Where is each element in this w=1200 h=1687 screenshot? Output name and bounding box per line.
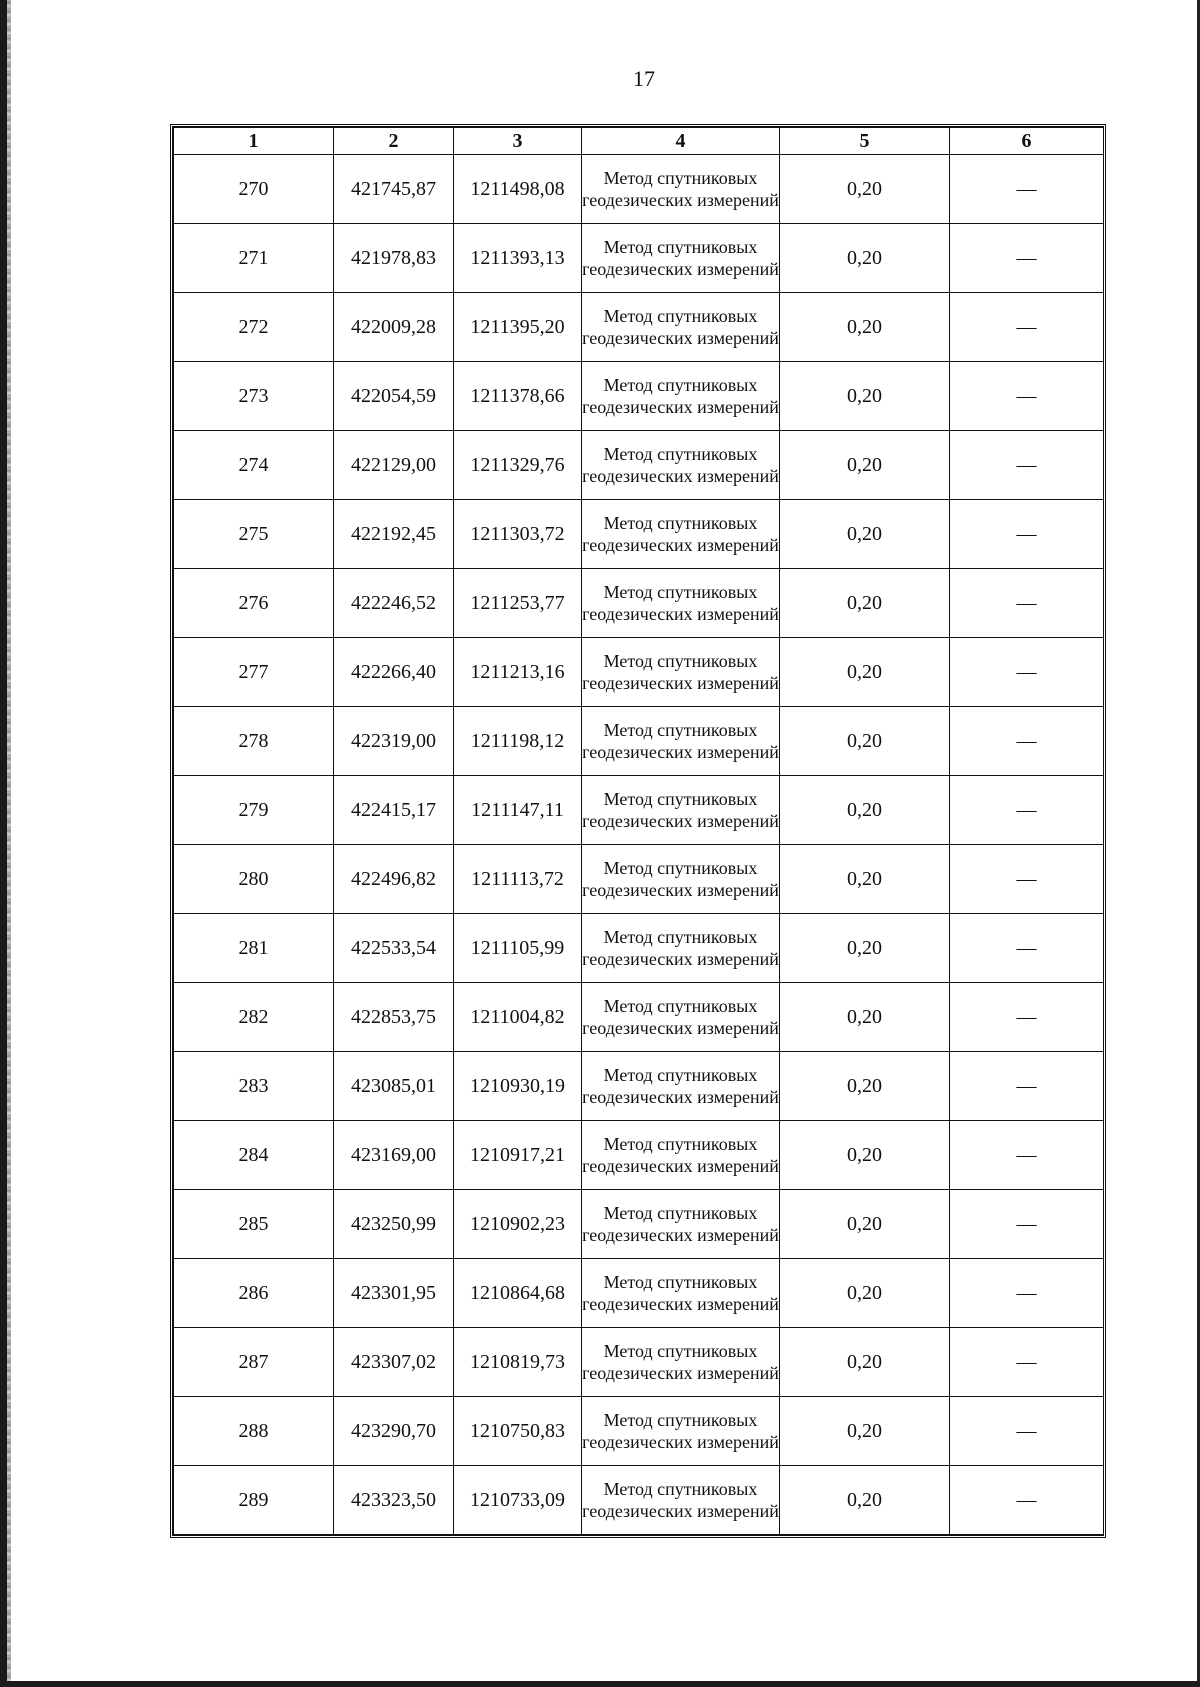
table-row [174, 431, 1104, 500]
y-coordinate-cell: 1210902,23 [454, 1190, 582, 1259]
y-coordinate-cell: 1211213,16 [454, 638, 582, 707]
method-cell: Метод спутниковых геодезических измерений [582, 638, 780, 707]
point-number-cell: 285 [174, 1190, 334, 1259]
x-coordinate-cell: 422415,17 [334, 776, 454, 845]
y-coordinate-cell: 1210917,21 [454, 1121, 582, 1190]
point-number-cell: 287 [174, 1328, 334, 1397]
table-row [174, 707, 1104, 776]
x-coordinate-cell: 422319,00 [334, 707, 454, 776]
note-cell: — [950, 569, 1104, 638]
note-cell: — [950, 845, 1104, 914]
x-coordinate-cell: 423290,70 [334, 1397, 454, 1466]
point-number-cell: 282 [174, 983, 334, 1052]
y-coordinate-cell: 1211147,11 [454, 776, 582, 845]
x-coordinate-cell: 423250,99 [334, 1190, 454, 1259]
method-cell: Метод спутниковых геодезических измерений [582, 500, 780, 569]
y-coordinate-cell: 1210864,68 [454, 1259, 582, 1328]
table-row [174, 1052, 1104, 1121]
note-cell: — [950, 1397, 1104, 1466]
point-number-cell: 270 [174, 155, 334, 224]
y-coordinate-cell: 1211395,20 [454, 293, 582, 362]
method-cell: Метод спутниковых геодезических измерений [582, 707, 780, 776]
accuracy-cell: 0,20 [780, 155, 950, 224]
y-coordinate-cell: 1211105,99 [454, 914, 582, 983]
table-row [174, 1121, 1104, 1190]
y-coordinate-cell: 1210750,83 [454, 1397, 582, 1466]
x-coordinate-cell: 422009,28 [334, 293, 454, 362]
coordinates-table [173, 127, 1104, 1535]
point-number-cell: 278 [174, 707, 334, 776]
note-cell: — [950, 638, 1104, 707]
table-row [174, 224, 1104, 293]
x-coordinate-cell: 422054,59 [334, 362, 454, 431]
point-number-cell: 279 [174, 776, 334, 845]
y-coordinate-cell: 1211329,76 [454, 431, 582, 500]
method-cell: Метод спутниковых геодезических измерений [582, 293, 780, 362]
note-cell: — [950, 776, 1104, 845]
note-cell: — [950, 155, 1104, 224]
coordinates-table-frame [170, 124, 1106, 1538]
accuracy-cell: 0,20 [780, 293, 950, 362]
x-coordinate-cell: 423301,95 [334, 1259, 454, 1328]
point-number-cell: 275 [174, 500, 334, 569]
point-number-cell: 280 [174, 845, 334, 914]
accuracy-cell: 0,20 [780, 1328, 950, 1397]
table-row [174, 983, 1104, 1052]
method-cell: Метод спутниковых геодезических измерений [582, 776, 780, 845]
note-cell: — [950, 707, 1104, 776]
note-cell: — [950, 500, 1104, 569]
point-number-cell: 274 [174, 431, 334, 500]
x-coordinate-cell: 422533,54 [334, 914, 454, 983]
y-coordinate-cell: 1211393,13 [454, 224, 582, 293]
method-cell: Метод спутниковых геодезических измерений [582, 1259, 780, 1328]
y-coordinate-cell: 1211198,12 [454, 707, 582, 776]
point-number-cell: 281 [174, 914, 334, 983]
point-number-cell: 289 [174, 1466, 334, 1535]
method-cell: Метод спутниковых геодезических измерений [582, 155, 780, 224]
method-cell: Метод спутниковых геодезических измерений [582, 983, 780, 1052]
point-number-cell: 284 [174, 1121, 334, 1190]
method-cell: Метод спутниковых геодезических измерений [582, 1121, 780, 1190]
accuracy-cell: 0,20 [780, 914, 950, 983]
point-number-cell: 273 [174, 362, 334, 431]
accuracy-cell: 0,20 [780, 224, 950, 293]
table-row [174, 1259, 1104, 1328]
scan-edge-left-noise [7, 0, 11, 1687]
column-header: 6 [950, 128, 1104, 155]
accuracy-cell: 0,20 [780, 362, 950, 431]
note-cell: — [950, 1328, 1104, 1397]
accuracy-cell: 0,20 [780, 569, 950, 638]
table-row [174, 500, 1104, 569]
table-row [174, 155, 1104, 224]
column-header: 5 [780, 128, 950, 155]
note-cell: — [950, 914, 1104, 983]
x-coordinate-cell: 422192,45 [334, 500, 454, 569]
column-header: 2 [334, 128, 454, 155]
note-cell: — [950, 1121, 1104, 1190]
point-number-cell: 272 [174, 293, 334, 362]
x-coordinate-cell: 422246,52 [334, 569, 454, 638]
method-cell: Метод спутниковых геодезических измерений [582, 1466, 780, 1535]
method-cell: Метод спутниковых геодезических измерений [582, 914, 780, 983]
table-body [174, 155, 1104, 1535]
method-cell: Метод спутниковых геодезических измерений [582, 1190, 780, 1259]
note-cell: — [950, 362, 1104, 431]
x-coordinate-cell: 421978,83 [334, 224, 454, 293]
note-cell: — [950, 431, 1104, 500]
accuracy-cell: 0,20 [780, 638, 950, 707]
method-cell: Метод спутниковых геодезических измерений [582, 1397, 780, 1466]
page-number: 17 [633, 66, 655, 91]
column-header: 4 [582, 128, 780, 155]
x-coordinate-cell: 423307,02 [334, 1328, 454, 1397]
accuracy-cell: 0,20 [780, 707, 950, 776]
table-row [174, 362, 1104, 431]
accuracy-cell: 0,20 [780, 983, 950, 1052]
accuracy-cell: 0,20 [780, 1259, 950, 1328]
table-header-row [174, 128, 1104, 155]
column-header: 1 [174, 128, 334, 155]
x-coordinate-cell: 422853,75 [334, 983, 454, 1052]
table-row [174, 776, 1104, 845]
accuracy-cell: 0,20 [780, 1466, 950, 1535]
y-coordinate-cell: 1211498,08 [454, 155, 582, 224]
y-coordinate-cell: 1210819,73 [454, 1328, 582, 1397]
accuracy-cell: 0,20 [780, 1397, 950, 1466]
accuracy-cell: 0,20 [780, 1052, 950, 1121]
table-row [174, 1190, 1104, 1259]
table-row [174, 845, 1104, 914]
table-row [174, 293, 1104, 362]
method-cell: Метод спутниковых геодезических измерений [582, 569, 780, 638]
y-coordinate-cell: 1210733,09 [454, 1466, 582, 1535]
table-row [174, 1466, 1104, 1535]
x-coordinate-cell: 423085,01 [334, 1052, 454, 1121]
method-cell: Метод спутниковых геодезических измерений [582, 431, 780, 500]
table-row [174, 569, 1104, 638]
x-coordinate-cell: 423169,00 [334, 1121, 454, 1190]
accuracy-cell: 0,20 [780, 431, 950, 500]
point-number-cell: 286 [174, 1259, 334, 1328]
accuracy-cell: 0,20 [780, 1190, 950, 1259]
scan-edge-bottom [0, 1681, 1200, 1687]
y-coordinate-cell: 1210930,19 [454, 1052, 582, 1121]
point-number-cell: 276 [174, 569, 334, 638]
table-row [174, 914, 1104, 983]
note-cell: — [950, 224, 1104, 293]
table-row [174, 1328, 1104, 1397]
note-cell: — [950, 1190, 1104, 1259]
scan-edge-left [0, 0, 7, 1687]
method-cell: Метод спутниковых геодезических измерений [582, 1328, 780, 1397]
y-coordinate-cell: 1211253,77 [454, 569, 582, 638]
x-coordinate-cell: 422129,00 [334, 431, 454, 500]
note-cell: — [950, 293, 1104, 362]
table-row [174, 1397, 1104, 1466]
y-coordinate-cell: 1211378,66 [454, 362, 582, 431]
accuracy-cell: 0,20 [780, 776, 950, 845]
y-coordinate-cell: 1211004,82 [454, 983, 582, 1052]
point-number-cell: 271 [174, 224, 334, 293]
point-number-cell: 283 [174, 1052, 334, 1121]
table-row [174, 638, 1104, 707]
note-cell: — [950, 1052, 1104, 1121]
y-coordinate-cell: 1211113,72 [454, 845, 582, 914]
method-cell: Метод спутниковых геодезических измерений [582, 1052, 780, 1121]
note-cell: — [950, 1259, 1104, 1328]
note-cell: — [950, 983, 1104, 1052]
method-cell: Метод спутниковых геодезических измерений [582, 224, 780, 293]
point-number-cell: 288 [174, 1397, 334, 1466]
x-coordinate-cell: 422266,40 [334, 638, 454, 707]
point-number-cell: 277 [174, 638, 334, 707]
method-cell: Метод спутниковых геодезических измерений [582, 845, 780, 914]
accuracy-cell: 0,20 [780, 500, 950, 569]
y-coordinate-cell: 1211303,72 [454, 500, 582, 569]
x-coordinate-cell: 422496,82 [334, 845, 454, 914]
accuracy-cell: 0,20 [780, 845, 950, 914]
method-cell: Метод спутниковых геодезических измерений [582, 362, 780, 431]
note-cell: — [950, 1466, 1104, 1535]
x-coordinate-cell: 421745,87 [334, 155, 454, 224]
accuracy-cell: 0,20 [780, 1121, 950, 1190]
x-coordinate-cell: 423323,50 [334, 1466, 454, 1535]
column-header: 3 [454, 128, 582, 155]
